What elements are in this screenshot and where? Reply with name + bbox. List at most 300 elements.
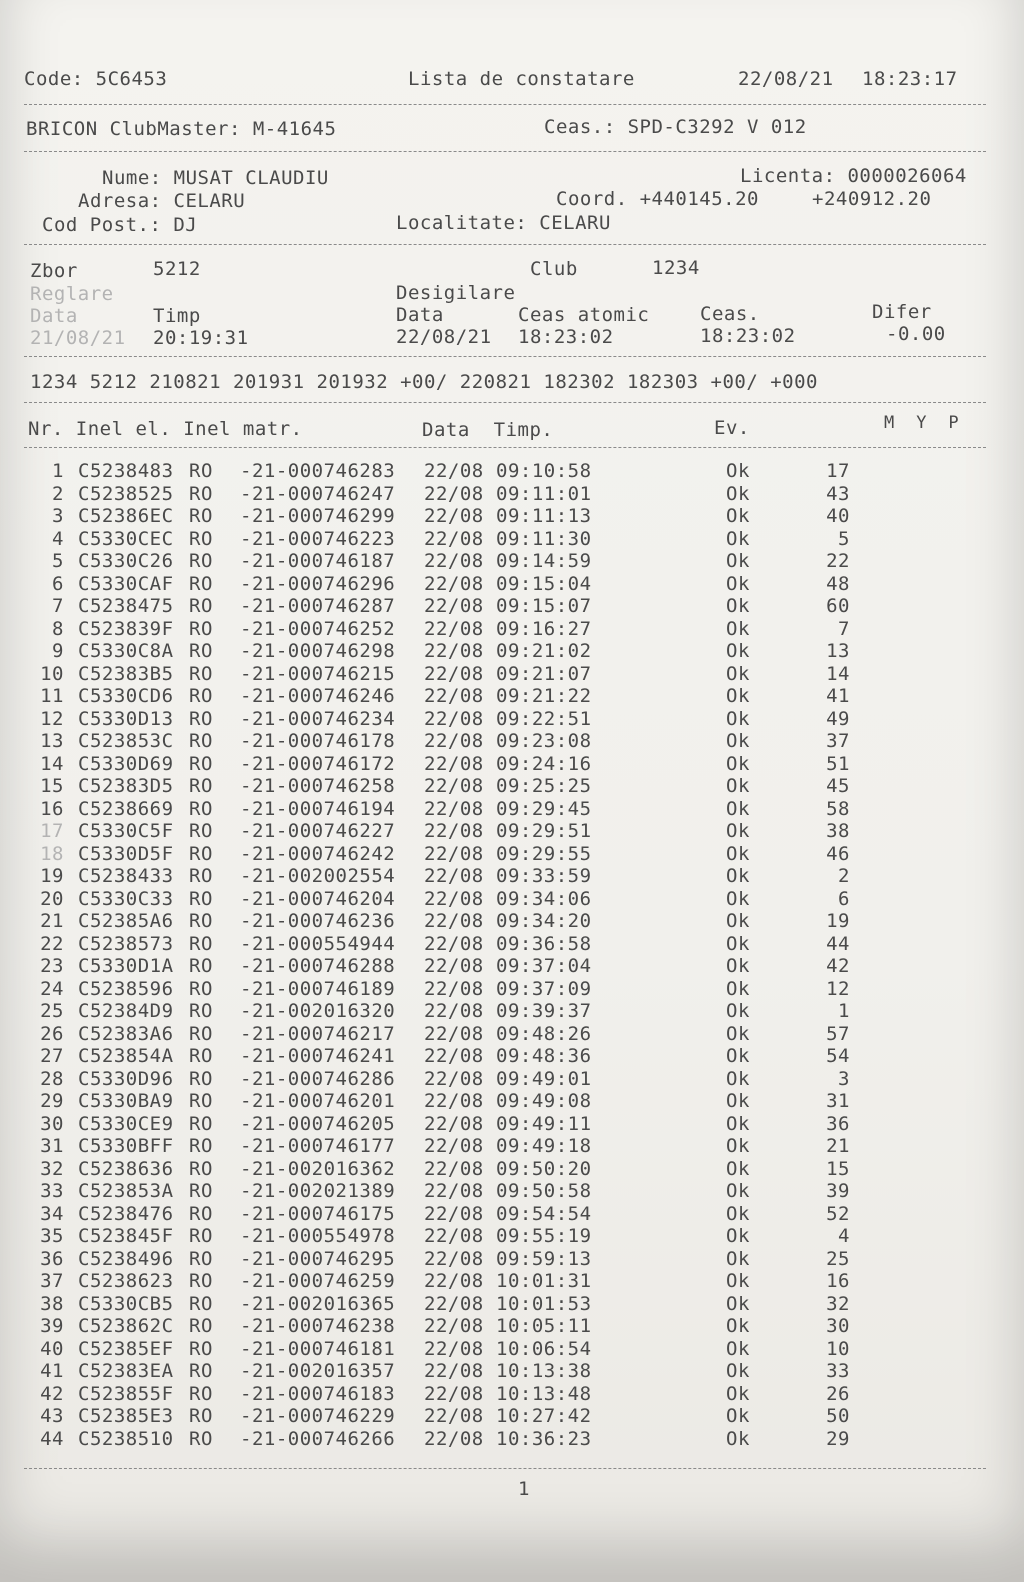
arrival-time: 09:11:30 xyxy=(496,527,592,550)
ring-registration: -21-000746296 xyxy=(240,572,396,595)
row-number: 16 xyxy=(40,797,64,820)
ring-id: C52383B5 xyxy=(78,662,174,685)
arrival-time: 09:22:51 xyxy=(496,707,592,730)
ring-id: C52386EC xyxy=(78,505,174,527)
table-row xyxy=(0,1292,1000,1317)
arrival-time: 09:16:27 xyxy=(496,617,592,640)
ring-id: C523853A xyxy=(78,1180,174,1202)
ring-country: RO xyxy=(189,595,213,617)
event-status: Ok xyxy=(726,640,750,662)
row-number: 3 xyxy=(52,505,64,527)
position-value: 45 xyxy=(826,775,850,797)
arrival-date: 22/08 xyxy=(424,550,484,572)
event-status: Ok xyxy=(726,752,750,775)
position-value: 49 xyxy=(826,707,850,730)
table-row xyxy=(0,1317,1000,1339)
row-number: 30 xyxy=(40,1112,64,1135)
position-value: 16 xyxy=(826,1270,850,1292)
arrival-time: 10:06:54 xyxy=(496,1337,592,1360)
ring-country: RO xyxy=(189,1225,213,1247)
ring-registration: -21-000746181 xyxy=(240,1337,396,1360)
event-status: Ok xyxy=(726,1135,750,1157)
ring-id: C52384D9 xyxy=(78,1000,174,1022)
ring-registration: -21-000746252 xyxy=(240,617,396,640)
ring-registration: -21-000746177 xyxy=(240,1135,396,1157)
reglare-label: Reglare xyxy=(30,283,114,305)
arrival-date: 22/08 xyxy=(424,820,484,842)
table-row xyxy=(0,1247,1000,1272)
ring-registration: -21-000746172 xyxy=(240,752,396,775)
ring-country: RO xyxy=(189,1045,213,1067)
arrival-date: 22/08 xyxy=(424,730,484,752)
row-number: 39 xyxy=(40,1315,64,1337)
atomic-clock-value: 18:23:02 xyxy=(518,326,614,348)
table-row xyxy=(0,527,1000,552)
table-row xyxy=(0,1157,1000,1182)
event-status: Ok xyxy=(726,955,750,977)
arrival-date: 22/08 xyxy=(424,1292,484,1315)
ring-id: C523853C xyxy=(78,730,174,752)
table-row xyxy=(0,1112,1000,1137)
table-row xyxy=(0,1002,1000,1024)
arrival-date: 22/08 xyxy=(424,685,484,707)
arrival-date: 22/08 xyxy=(424,1202,484,1225)
event-status: Ok xyxy=(726,572,750,595)
row-number: 34 xyxy=(40,1202,64,1225)
coordinates-lat: Coord. +440145.20 xyxy=(556,188,759,210)
row-number: 8 xyxy=(52,617,64,640)
arrival-time: 10:36:23 xyxy=(496,1427,592,1450)
event-status: Ok xyxy=(726,1202,750,1225)
arrival-time: 09:50:58 xyxy=(496,1180,592,1202)
table-row xyxy=(0,1092,1000,1114)
ring-registration: -21-000746223 xyxy=(240,527,396,550)
ring-country: RO xyxy=(189,527,213,550)
divider xyxy=(24,447,986,448)
ring-registration: -21-000746205 xyxy=(240,1112,396,1135)
row-number: 20 xyxy=(40,887,64,910)
ring-registration: -21-000746288 xyxy=(240,955,396,977)
event-status: Ok xyxy=(726,1337,750,1360)
arrival-time: 09:15:04 xyxy=(496,572,592,595)
table-row xyxy=(0,1137,1000,1159)
ring-registration: -21-000746299 xyxy=(240,505,396,527)
arrival-time: 09:49:18 xyxy=(496,1135,592,1157)
event-status: Ok xyxy=(726,797,750,820)
ring-id: C5238669 xyxy=(78,797,174,820)
table-row xyxy=(0,1272,1000,1294)
row-number: 12 xyxy=(40,707,64,730)
ring-registration: -21-000746229 xyxy=(240,1405,396,1427)
ring-id: C5330D96 xyxy=(78,1067,174,1090)
table-row xyxy=(0,797,1000,822)
ring-country: RO xyxy=(189,505,213,527)
ring-country: RO xyxy=(189,572,213,595)
arrival-date: 22/08 xyxy=(424,460,484,482)
code-line: 1234 5212 210821 201931 201932 +00/ 220821 182302 182303 +00/ +000 xyxy=(30,371,818,393)
table-row xyxy=(0,752,1000,777)
arrival-time: 10:05:11 xyxy=(496,1315,592,1337)
ring-id: C5330C8A xyxy=(78,640,174,662)
position-value: 25 xyxy=(826,1247,850,1270)
row-number: 21 xyxy=(40,910,64,932)
ring-country: RO xyxy=(189,1090,213,1112)
event-status: Ok xyxy=(726,775,750,797)
device-label: BRICON ClubMaster: M-41645 xyxy=(26,118,337,140)
arrival-date: 22/08 xyxy=(424,527,484,550)
table-row xyxy=(0,822,1000,844)
arrival-time: 10:13:48 xyxy=(496,1382,592,1405)
atomic-clock-label: Ceas atomic xyxy=(518,304,650,326)
clock-label: Ceas.: SPD-C3292 V 012 xyxy=(544,116,807,138)
ring-country: RO xyxy=(189,662,213,685)
owner-name: Nume: MUSAT CLAUDIU xyxy=(102,167,329,189)
report-date: 22/08/21 xyxy=(738,68,834,90)
table-row xyxy=(0,1382,1000,1407)
position-value: 39 xyxy=(826,1180,850,1202)
desig-date: 22/08/21 xyxy=(396,326,492,348)
table-row xyxy=(0,552,1000,574)
ring-registration: -21-000746295 xyxy=(240,1247,396,1270)
event-status: Ok xyxy=(726,1270,750,1292)
divider xyxy=(24,402,986,403)
ring-registration: -21-002016365 xyxy=(240,1292,396,1315)
club-number: 1234 xyxy=(652,257,700,279)
arrival-time: 09:49:01 xyxy=(496,1067,592,1090)
ring-registration: -21-002016320 xyxy=(240,1000,396,1022)
ring-id: C5330CD6 xyxy=(78,685,174,707)
ring-id: C5330C26 xyxy=(78,550,174,572)
row-number: 27 xyxy=(40,1045,64,1067)
ring-id: C5330CE9 xyxy=(78,1112,174,1135)
ring-registration: -21-002016357 xyxy=(240,1360,396,1382)
ring-registration: -21-000746266 xyxy=(240,1427,396,1450)
difference-label: Difer xyxy=(872,301,932,323)
arrival-time: 09:36:58 xyxy=(496,932,592,955)
arrival-time: 09:34:20 xyxy=(496,910,592,932)
ring-country: RO xyxy=(189,820,213,842)
ring-registration: -21-000746247 xyxy=(240,482,396,505)
arrival-time: 09:14:59 xyxy=(496,550,592,572)
ring-id: C5238573 xyxy=(78,932,174,955)
arrival-time: 09:21:02 xyxy=(496,640,592,662)
position-value: 12 xyxy=(826,977,850,1000)
row-number: 31 xyxy=(40,1135,64,1157)
arrival-date: 22/08 xyxy=(424,842,484,865)
table-row xyxy=(0,977,1000,1002)
ring-id: C5330D13 xyxy=(78,707,174,730)
table-row xyxy=(0,887,1000,912)
table-row xyxy=(0,932,1000,957)
ring-id: C52383EA xyxy=(78,1360,174,1382)
arrival-time: 09:25:25 xyxy=(496,775,592,797)
ring-registration: -21-000746204 xyxy=(240,887,396,910)
code-label: Code: 5C6453 xyxy=(24,68,168,90)
row-number: 22 xyxy=(40,932,64,955)
ring-country: RO xyxy=(189,1337,213,1360)
ring-registration: -21-000746178 xyxy=(240,730,396,752)
arrival-time: 09:49:08 xyxy=(496,1090,592,1112)
event-status: Ok xyxy=(726,1157,750,1180)
ring-id: C5238496 xyxy=(78,1247,174,1270)
arrival-time: 09:21:22 xyxy=(496,685,592,707)
ring-id: C5238483 xyxy=(78,460,174,482)
license-number: Licenta: 0000026064 xyxy=(740,165,967,187)
ring-registration: -21-000746283 xyxy=(240,460,396,482)
clock-value: 18:23:02 xyxy=(700,325,796,347)
arrival-date: 22/08 xyxy=(424,707,484,730)
report-title: Lista de constatare xyxy=(408,68,635,90)
position-value: 51 xyxy=(826,752,850,775)
row-number: 18 xyxy=(40,842,64,865)
coordinates-lon: +240912.20 xyxy=(812,188,932,210)
ring-registration: -21-000746259 xyxy=(240,1270,396,1292)
report-time: 18:23:17 xyxy=(862,68,958,90)
position-value: 31 xyxy=(826,1090,850,1112)
event-status: Ok xyxy=(726,1022,750,1045)
club-label: Club xyxy=(530,258,578,280)
ring-registration: -21-000746286 xyxy=(240,1067,396,1090)
row-number: 36 xyxy=(40,1247,64,1270)
arrival-time: 09:34:06 xyxy=(496,887,592,910)
ring-country: RO xyxy=(189,752,213,775)
ring-id: C523845F xyxy=(78,1225,174,1247)
owner-address: Adresa: CELARU xyxy=(78,190,246,212)
arrival-date: 22/08 xyxy=(424,1090,484,1112)
arrival-date: 22/08 xyxy=(424,865,484,887)
position-value: 46 xyxy=(826,842,850,865)
row-number: 2 xyxy=(52,482,64,505)
row-number: 13 xyxy=(40,730,64,752)
row-number: 42 xyxy=(40,1382,64,1405)
position-value: 21 xyxy=(826,1135,850,1157)
arrival-time: 09:55:19 xyxy=(496,1225,592,1247)
position-value: 19 xyxy=(826,910,850,932)
arrival-date: 22/08 xyxy=(424,595,484,617)
ring-id: C523855F xyxy=(78,1382,174,1405)
divider xyxy=(24,244,986,245)
ring-country: RO xyxy=(189,955,213,977)
row-number: 23 xyxy=(40,955,64,977)
postal-code: Cod Post.: DJ xyxy=(42,214,198,236)
ring-country: RO xyxy=(189,1382,213,1405)
table-row xyxy=(0,1337,1000,1362)
arrival-time: 09:11:01 xyxy=(496,482,592,505)
ring-id: C5330BFF xyxy=(78,1135,174,1157)
arrival-date: 22/08 xyxy=(424,1135,484,1157)
arrival-date: 22/08 xyxy=(424,1405,484,1427)
arrival-date: 22/08 xyxy=(424,1000,484,1022)
row-number: 6 xyxy=(52,572,64,595)
ring-registration: -21-000746189 xyxy=(240,977,396,1000)
event-status: Ok xyxy=(726,842,750,865)
table-row xyxy=(0,1407,1000,1429)
ring-country: RO xyxy=(189,1157,213,1180)
ring-country: RO xyxy=(189,1135,213,1157)
arrival-date: 22/08 xyxy=(424,662,484,685)
row-number: 11 xyxy=(40,685,64,707)
arrival-time: 09:15:07 xyxy=(496,595,592,617)
table-header-ev: Ev. xyxy=(714,417,750,439)
row-number: 25 xyxy=(40,1000,64,1022)
row-number: 29 xyxy=(40,1090,64,1112)
arrival-time: 09:29:45 xyxy=(496,797,592,820)
ring-registration: -21-002016362 xyxy=(240,1157,396,1180)
table-row xyxy=(0,482,1000,507)
position-value: 13 xyxy=(826,640,850,662)
ring-id: C5330CAF xyxy=(78,572,174,595)
ring-country: RO xyxy=(189,707,213,730)
event-status: Ok xyxy=(726,1045,750,1067)
ring-id: C5238433 xyxy=(78,865,174,887)
arrival-date: 22/08 xyxy=(424,887,484,910)
arrival-date: 22/08 xyxy=(424,1180,484,1202)
arrival-date: 22/08 xyxy=(424,910,484,932)
ring-country: RO xyxy=(189,842,213,865)
ring-registration: -21-000746242 xyxy=(240,842,396,865)
ring-id: C52385EF xyxy=(78,1337,174,1360)
ring-country: RO xyxy=(189,977,213,1000)
position-value: 29 xyxy=(826,1427,850,1450)
arrival-time: 10:01:53 xyxy=(496,1292,592,1315)
ring-registration: -21-000746227 xyxy=(240,820,396,842)
event-status: Ok xyxy=(726,1315,750,1337)
ring-registration: -21-002021389 xyxy=(240,1180,396,1202)
ring-country: RO xyxy=(189,550,213,572)
arrival-date: 22/08 xyxy=(424,932,484,955)
arrival-time: 09:48:26 xyxy=(496,1022,592,1045)
arrival-time: 09:39:37 xyxy=(496,1000,592,1022)
reglare-timp-label: Timp xyxy=(153,305,201,327)
arrival-time: 09:37:09 xyxy=(496,977,592,1000)
event-status: Ok xyxy=(726,730,750,752)
event-status: Ok xyxy=(726,527,750,550)
arrival-date: 22/08 xyxy=(424,1337,484,1360)
ring-registration: -21-000746187 xyxy=(240,550,396,572)
locality: Localitate: CELARU xyxy=(396,212,611,234)
ring-registration: -21-000746258 xyxy=(240,775,396,797)
event-status: Ok xyxy=(726,820,750,842)
position-value: 33 xyxy=(826,1360,850,1382)
arrival-date: 22/08 xyxy=(424,1427,484,1450)
ring-country: RO xyxy=(189,910,213,932)
arrival-date: 22/08 xyxy=(424,572,484,595)
ring-id: C52385A6 xyxy=(78,910,174,932)
position-value: 10 xyxy=(826,1337,850,1360)
row-number: 24 xyxy=(40,977,64,1000)
table-row xyxy=(0,1362,1000,1384)
row-number: 43 xyxy=(40,1405,64,1427)
table-row xyxy=(0,597,1000,619)
arrival-date: 22/08 xyxy=(424,1247,484,1270)
ring-country: RO xyxy=(189,887,213,910)
table-row xyxy=(0,1182,1000,1204)
row-number: 38 xyxy=(40,1292,64,1315)
divider xyxy=(24,151,986,152)
ring-id: C52385E3 xyxy=(78,1405,174,1427)
ring-country: RO xyxy=(189,865,213,887)
ring-id: C5238475 xyxy=(78,595,174,617)
arrival-date: 22/08 xyxy=(424,1225,484,1247)
event-status: Ok xyxy=(726,1405,750,1427)
position-value: 60 xyxy=(826,595,850,617)
arrival-date: 22/08 xyxy=(424,1157,484,1180)
ring-country: RO xyxy=(189,685,213,707)
reglare-date: 21/08/21 xyxy=(30,327,126,349)
position-value: 57 xyxy=(826,1022,850,1045)
ring-country: RO xyxy=(189,1247,213,1270)
event-status: Ok xyxy=(726,865,750,887)
ring-registration: -21-000746201 xyxy=(240,1090,396,1112)
row-number: 40 xyxy=(40,1337,64,1360)
arrival-date: 22/08 xyxy=(424,797,484,820)
ring-registration: -21-000746238 xyxy=(240,1315,396,1337)
event-status: Ok xyxy=(726,1067,750,1090)
ring-country: RO xyxy=(189,1000,213,1022)
ring-id: C5330D1A xyxy=(78,955,174,977)
row-number: 26 xyxy=(40,1022,64,1045)
flight-label: Zbor xyxy=(30,260,78,282)
event-status: Ok xyxy=(726,910,750,932)
divider xyxy=(24,104,986,105)
ring-country: RO xyxy=(189,1405,213,1427)
event-status: Ok xyxy=(726,1427,750,1450)
flight-number: 5212 xyxy=(153,258,201,280)
ring-country: RO xyxy=(189,730,213,752)
event-status: Ok xyxy=(726,707,750,730)
row-number: 44 xyxy=(40,1427,64,1450)
arrival-date: 22/08 xyxy=(424,1382,484,1405)
row-number: 33 xyxy=(40,1180,64,1202)
arrival-time: 09:37:04 xyxy=(496,955,592,977)
position-value: 7 xyxy=(838,617,850,640)
divider xyxy=(24,356,986,357)
arrival-time: 09:29:55 xyxy=(496,842,592,865)
ring-id: C5238476 xyxy=(78,1202,174,1225)
desig-data-label: Data xyxy=(396,304,444,326)
table-header-myp: M Y P xyxy=(884,413,960,433)
position-value: 2 xyxy=(838,865,850,887)
arrival-time: 09:48:36 xyxy=(496,1045,592,1067)
ring-id: C5238596 xyxy=(78,977,174,1000)
ring-country: RO xyxy=(189,775,213,797)
table-row xyxy=(0,867,1000,889)
page-number: 1 xyxy=(518,1478,530,1500)
ring-country: RO xyxy=(189,617,213,640)
ring-registration: -21-000746217 xyxy=(240,1022,396,1045)
position-value: 32 xyxy=(826,1292,850,1315)
event-status: Ok xyxy=(726,662,750,685)
table-row xyxy=(0,1227,1000,1249)
arrival-date: 22/08 xyxy=(424,1270,484,1292)
arrival-date: 22/08 xyxy=(424,977,484,1000)
ring-registration: -21-000746298 xyxy=(240,640,396,662)
arrival-time: 09:11:13 xyxy=(496,505,592,527)
arrival-time: 09:50:20 xyxy=(496,1157,592,1180)
ring-id: C5330CB5 xyxy=(78,1292,174,1315)
event-status: Ok xyxy=(726,550,750,572)
ring-registration: -21-000746287 xyxy=(240,595,396,617)
table-header-ring: Nr. Inel el. Inel matr. xyxy=(28,418,303,440)
arrival-date: 22/08 xyxy=(424,1022,484,1045)
row-number: 19 xyxy=(40,865,64,887)
ring-id: C523854A xyxy=(78,1045,174,1067)
event-status: Ok xyxy=(726,1360,750,1382)
arrival-date: 22/08 xyxy=(424,1067,484,1090)
table-row xyxy=(0,1047,1000,1069)
event-status: Ok xyxy=(726,1292,750,1315)
position-value: 26 xyxy=(826,1382,850,1405)
